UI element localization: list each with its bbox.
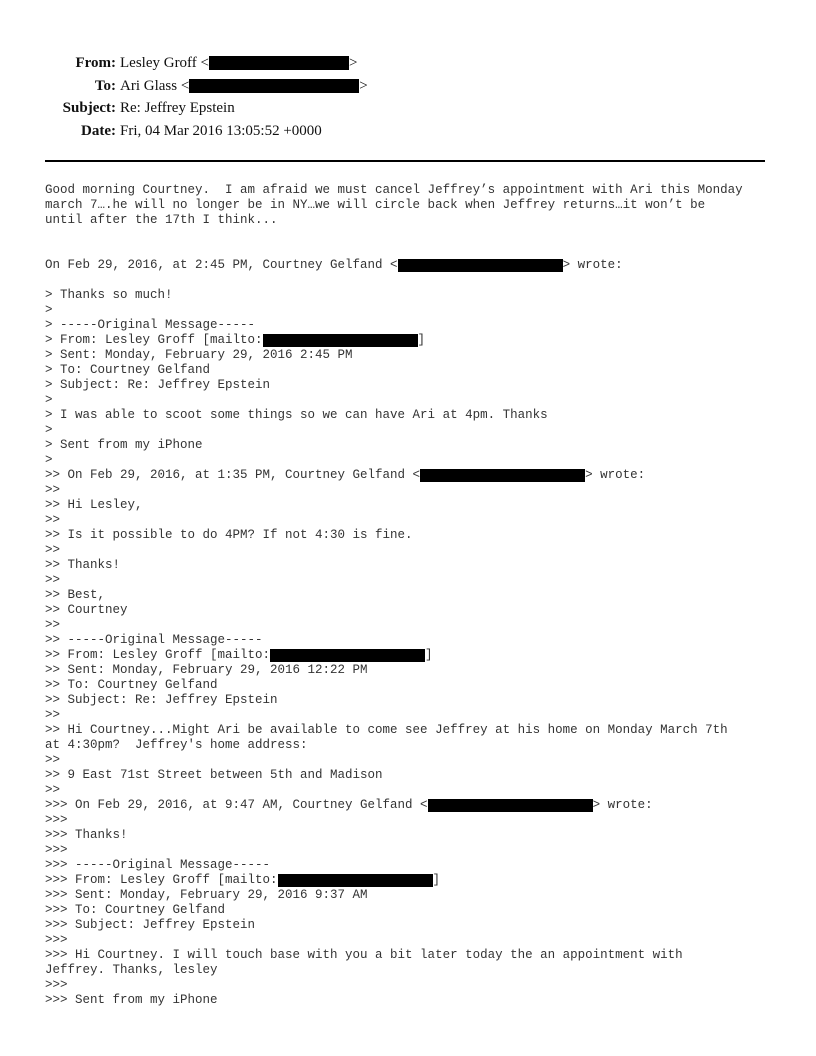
date-label: Date: [81, 122, 116, 139]
quote-line: > Sent: Monday, February 29, 2016 2:45 PM [45, 348, 353, 362]
quote-line: >> -----Original Message----- [45, 633, 263, 647]
quote-line: >>> Subject: Jeffrey Epstein [45, 918, 256, 932]
quote-line: >>> -----Original Message----- [45, 858, 271, 872]
quote-line: >> Thanks! [45, 558, 121, 572]
email-body [45, 183, 775, 1008]
wrote-prefix: >>> On Feb 29, 2016, at 9:47 AM, Courtney Gelfand < [45, 798, 428, 812]
redaction-block [428, 799, 593, 812]
redaction-block [398, 259, 563, 272]
quote-line: >>> [45, 813, 68, 827]
email-header [0, 52, 816, 142]
date-value: Fri, 04 Mar 2016 13:05:52 +0000 [120, 122, 322, 139]
subject-value: Re: Jeffrey Epstein [120, 100, 235, 116]
quote-line: >> Hi Courtney...Might Ari be available to come see Jeffrey at his home on Monday March 7th [45, 723, 728, 737]
quote-line: >>> Hi Courtney. I will touch base with you a bit later today the an appointment with [45, 948, 683, 962]
redaction-block [420, 469, 585, 482]
to-name: Ari Glass < [120, 77, 190, 94]
from-suffix: ] [425, 648, 433, 662]
from-prefix: > From: Lesley Groff [mailto: [45, 333, 263, 347]
quote-line: >> [45, 513, 61, 527]
quote-line: >> Courtney [45, 603, 128, 617]
redaction-block [209, 56, 349, 70]
quote-line: > Sent from my iPhone [45, 438, 203, 452]
wrote-suffix: > wrote: [592, 798, 653, 812]
from-name: Lesley Groff < [120, 55, 209, 71]
quote-line: > I was able to scoot some things so we can have Ari at 4pm. Thanks [45, 408, 548, 422]
quote-line: > [45, 303, 53, 317]
wrote-prefix: >> On Feb 29, 2016, at 1:35 PM, Courtney Gelfand < [45, 468, 421, 482]
quote-line: > [45, 393, 53, 407]
quote-from-line [45, 333, 775, 348]
quote-line: Jeffrey. Thanks, lesley [45, 963, 218, 977]
redaction-block [189, 79, 359, 93]
quote-line: > To: Courtney Gelfand [45, 363, 211, 377]
to-close: > [359, 77, 368, 94]
quote-line: > -----Original Message----- [45, 318, 256, 332]
quote-line: >> [45, 618, 61, 632]
quoted-wrote-line [45, 258, 775, 273]
redaction-block [270, 649, 425, 662]
from-close: > [349, 55, 358, 71]
quote-line: > [45, 423, 53, 437]
quote-line: >> Sent: Monday, February 29, 2016 12:22 PM [45, 663, 368, 677]
quote-line: >> Best, [45, 588, 106, 602]
from-prefix: >> From: Lesley Groff [mailto: [45, 648, 271, 662]
quote-line: >> [45, 708, 61, 722]
quote-line: >>> Sent from my iPhone [45, 993, 218, 1007]
quote-line: >>> Thanks! [45, 828, 128, 842]
header-to-row [0, 75, 816, 98]
quote-line: >> [45, 543, 61, 557]
quote-line: > [45, 453, 53, 467]
body-line: Good morning Courtney. I am afraid we must cancel Jeffrey’s appointment with Ari this Monday [45, 183, 743, 197]
quote-line: >> 9 East 71st Street between 5th and Madison [45, 768, 383, 782]
quote-line: >>> [45, 843, 68, 857]
header-from-row [0, 52, 816, 75]
body-line: march 7….he will no longer be in NY…we will circle back when Jeffrey returns…it won’t be [45, 198, 706, 212]
quote-line: >> Is it possible to do 4PM? If not 4:30 is fine. [45, 528, 413, 542]
from-prefix: >>> From: Lesley Groff [mailto: [45, 873, 278, 887]
quote-line: >> [45, 483, 61, 497]
wrote-prefix: On Feb 29, 2016, at 2:45 PM, Courtney Gelfand < [45, 258, 398, 272]
header-divider [45, 160, 765, 162]
body-line: until after the 17th I think... [45, 213, 278, 227]
subject-label: Subject: [62, 100, 116, 116]
quote-line: >>> Sent: Monday, February 29, 2016 9:37 AM [45, 888, 368, 902]
wrote-suffix: > wrote: [585, 468, 646, 482]
wrote-suffix: > wrote: [562, 258, 623, 272]
header-subject-row [0, 97, 816, 120]
quote-from-line [45, 648, 775, 663]
redaction-block [263, 334, 418, 347]
quote-line: >>> [45, 978, 68, 992]
from-suffix: ] [417, 333, 426, 347]
from-suffix: ] [432, 873, 441, 887]
quote-line: >> Subject: Re: Jeffrey Epstein [45, 693, 278, 707]
quote-line: >>> [45, 933, 68, 947]
quote-line: > Subject: Re: Jeffrey Epstein [45, 378, 271, 392]
quote-from-line [45, 873, 775, 888]
to-label: To: [94, 77, 116, 94]
quote-line: >> Hi Lesley, [45, 498, 143, 512]
quote-line: >> To: Courtney Gelfand [45, 678, 218, 692]
quote-line: >> [45, 753, 61, 767]
quote-line: >>> To: Courtney Gelfand [45, 903, 226, 917]
quote-line: > Thanks so much! [45, 288, 173, 302]
quoted-wrote-line [45, 798, 775, 813]
quote-line: >> [45, 783, 61, 797]
header-date-row [0, 120, 816, 143]
quote-line: at 4:30pm? Jeffrey's home address: [45, 738, 308, 752]
redaction-block [278, 874, 433, 887]
from-label: From: [75, 55, 116, 71]
quoted-wrote-line [45, 468, 775, 483]
quote-line: >> [45, 573, 61, 587]
